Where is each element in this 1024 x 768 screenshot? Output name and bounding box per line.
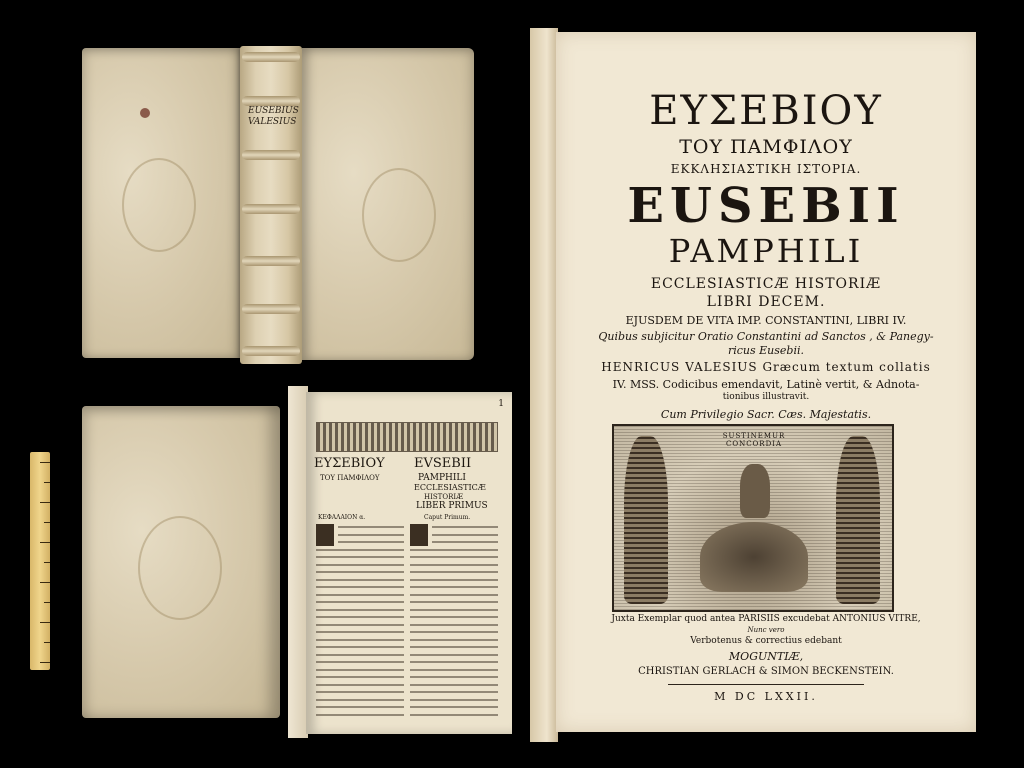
text-line: [410, 616, 498, 618]
text-line: [410, 676, 498, 678]
spine-band: [242, 304, 300, 314]
open-book-page: [306, 392, 512, 734]
text-line: [432, 534, 498, 536]
text-line: [316, 556, 404, 558]
text-line: [432, 541, 498, 543]
stain: [140, 108, 150, 118]
text-line: [316, 699, 404, 701]
ruler-tick: [40, 662, 50, 663]
text-line: [316, 601, 404, 603]
latin-chapter: Caput Primum.: [424, 514, 471, 521]
latin-subheading: LIBER PRIMUS: [416, 501, 488, 511]
text-line: [410, 624, 498, 626]
text-line: [410, 639, 498, 641]
text-line: [316, 661, 404, 663]
latin-subheading: PAMPHILI: [418, 473, 466, 483]
greek-chapter: ΚΕΦΑΛΑΙΟΝ α.: [318, 514, 366, 521]
text-line: [316, 549, 404, 551]
imprint-city: MOGUNTIÆ,: [728, 650, 804, 663]
text-line: [410, 661, 498, 663]
text-line: [410, 571, 498, 573]
spine-band: [242, 150, 300, 160]
imprint-printers: CHRISTIAN GERLACH & SIMON BECKENSTEIN.: [638, 666, 894, 677]
rule-line: [668, 684, 864, 685]
greek-subheading: ΤΟΥ ΠΑΜΦΙΛΟΥ: [320, 474, 380, 482]
greek-heading: ΕΥΣΕΒΙΟΥ: [314, 456, 385, 471]
imprint-line: Verbotenus & correctius edebant: [690, 636, 842, 646]
printer-device-engraving: [612, 424, 894, 612]
text-line: [410, 691, 498, 693]
ruler-tick: [44, 482, 50, 483]
spine-label: [248, 106, 299, 128]
back-board: [302, 48, 474, 360]
ruler-tick: [40, 502, 50, 503]
text-line: [316, 706, 404, 708]
text-line: [316, 691, 404, 693]
editor-line: tionibus illustravit.: [722, 392, 810, 402]
engraving-motto: SUSTINEMUR CONCORDIA: [722, 432, 786, 448]
text-line: [338, 534, 404, 536]
ruler-tick: [44, 602, 50, 603]
text-line: [316, 624, 404, 626]
text-line: [316, 609, 404, 611]
ruler-tick: [40, 622, 50, 623]
ruler-tick: [44, 642, 50, 643]
latin-subtitle: LIBRI DECEM.: [706, 294, 826, 310]
text-line: [410, 549, 498, 551]
spine-band: [242, 52, 300, 62]
blind-tooled-ornament: [362, 168, 436, 262]
text-line: [316, 714, 404, 716]
latin-subtitle: PAMPHILI: [668, 232, 864, 270]
spine-band: [242, 96, 300, 106]
latin-subheading: HISTORIÆ: [424, 493, 464, 501]
spine-band: [242, 256, 300, 266]
latin-subtitle: ECCLESIASTICÆ HISTORIÆ: [650, 276, 882, 292]
text-line: [410, 594, 498, 596]
spine-label-line: VALESIUS: [248, 117, 297, 127]
front-board: [82, 48, 242, 358]
text-line: [316, 646, 404, 648]
text-line: [338, 541, 404, 543]
text-line: [410, 669, 498, 671]
editor-line: IV. MSS. Codicibus emendavit, Latinè vertit, & Adnota-: [612, 378, 920, 391]
spine-band: [242, 204, 300, 214]
page-block-edge: [288, 386, 308, 738]
text-line: [316, 571, 404, 573]
measuring-ruler: [30, 452, 50, 670]
imprint-year: M DC LXXII.: [714, 690, 818, 703]
title-line: Quibus subjicitur Oratio Constantini ad Sanctos , & Panegy-: [598, 330, 934, 343]
text-line: [410, 646, 498, 648]
text-line: [316, 631, 404, 633]
latin-title: EUSEBII: [627, 178, 905, 234]
ruler-tick: [40, 542, 50, 543]
text-line: [316, 616, 404, 618]
title-line: ricus Eusebii.: [727, 344, 804, 357]
greek-title: ΕΥΣΕΒΙΟΥ: [649, 88, 883, 134]
text-line: [410, 706, 498, 708]
imprint-line: Juxta Exemplar quod antea PARISIIS excudebat ANTONIUS VITRE,: [611, 614, 921, 624]
text-line: [410, 564, 498, 566]
text-line: [410, 699, 498, 701]
text-line: [410, 609, 498, 611]
text-line: [316, 676, 404, 678]
ruler-tick: [40, 582, 50, 583]
text-line: [432, 526, 498, 528]
page-number: 1: [498, 399, 504, 409]
text-line: [410, 579, 498, 581]
text-line: [410, 631, 498, 633]
spine-label-line: EUSEBIUS: [248, 106, 299, 116]
text-line: [316, 669, 404, 671]
preceding-leaf: [530, 28, 558, 742]
title-line: EJUSDEM DE VITA IMP. CONSTANTINI, LIBRI IV.: [625, 314, 907, 327]
palm-tree: [836, 436, 880, 604]
text-line: [316, 684, 404, 686]
rock-mound: [700, 522, 808, 592]
blind-tooled-ornament: [138, 516, 222, 620]
text-line: [316, 639, 404, 641]
text-line: [316, 654, 404, 656]
spine-band: [242, 346, 300, 356]
text-line: [410, 601, 498, 603]
text-line: [316, 579, 404, 581]
initial-letter: [410, 524, 428, 546]
blind-tooled-ornament: [122, 158, 196, 252]
palm-tree: [624, 436, 668, 604]
editor-line: HENRICUS VALESIUS Græcum textum collatis: [601, 360, 931, 374]
text-line: [410, 654, 498, 656]
text-line: [410, 714, 498, 716]
text-line: [316, 586, 404, 588]
title-page: [556, 32, 976, 732]
latin-subheading: ECCLESIASTICÆ: [414, 483, 486, 492]
text-line: [410, 586, 498, 588]
greek-subtitle: ΕΚΚΛΗΣΙΑΣΤΙΚΗ ΙΣΤΟΡΙΑ.: [670, 162, 862, 176]
initial-letter: [316, 524, 334, 546]
book-spine: [240, 46, 302, 364]
ruler-tick: [40, 462, 50, 463]
text-line: [338, 526, 404, 528]
text-line: [316, 564, 404, 566]
greek-subtitle: ΤΟΥ ΠΑΜΦΙΛΟΥ: [679, 136, 853, 158]
allegorical-figures: [740, 464, 770, 518]
imprint-line: Nunc vero: [747, 626, 785, 634]
text-line: [410, 684, 498, 686]
latin-heading: EVSEBII: [414, 456, 472, 471]
text-line: [316, 594, 404, 596]
privilege-line: Cum Privilegio Sacr. Cæs. Majestatis.: [660, 408, 872, 421]
ruler-tick: [44, 522, 50, 523]
closed-book-cover: [82, 406, 280, 718]
text-line: [410, 556, 498, 558]
ruler-tick: [44, 562, 50, 563]
headpiece-ornament: [316, 422, 498, 452]
